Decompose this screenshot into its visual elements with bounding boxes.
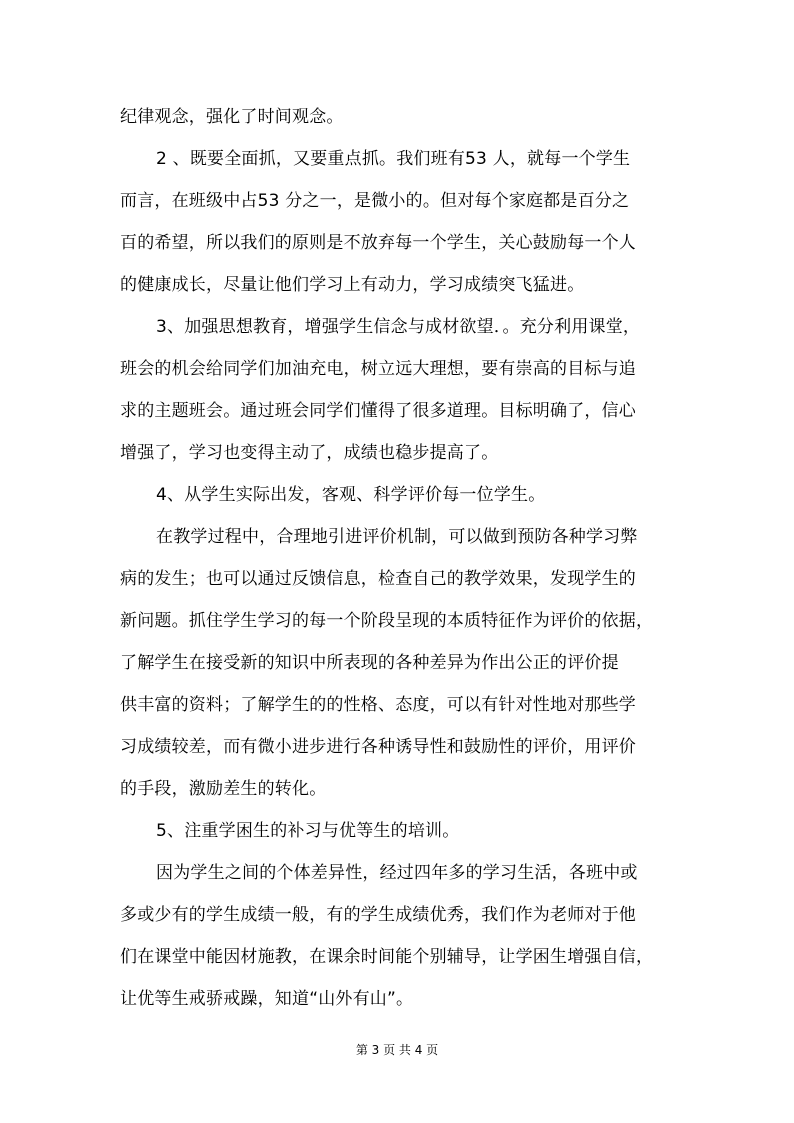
text-line: 新问题。抓住学生学习的每一个阶段呈现的本质特征作为评价的依据， xyxy=(120,611,654,631)
text-line: 2 、既要全面抓，又要重点抓。我们班有53 人，就每一个学生 xyxy=(156,149,631,169)
text-line: 4、从学生实际出发，客观、科学评价每一位学生。 xyxy=(156,485,546,505)
text-line: 班会的机会给同学们加油充电，树立远大理想，要有崇高的目标与追 xyxy=(120,359,636,379)
text-line: 多或少有的学生成绩一般，有的学生成绩优秀，我们作为老师对于他 xyxy=(120,905,636,925)
text-line: 供丰富的资料；了解学生的的性格、态度，可以有针对性地对那些学 xyxy=(120,695,636,715)
text-line: 5、注重学困生的补习与优等生的培训。 xyxy=(156,821,460,841)
text-line: 病的发生；也可以通过反馈信息，检查自己的教学效果，发现学生的 xyxy=(120,569,636,589)
text-line: 的健康成长，尽量让他们学习上有动力，学习成绩突飞猛进。 xyxy=(120,275,585,295)
text-line: 而言，在班级中占53 分之一，是微小的。但对每个家庭都是百分之 xyxy=(120,191,630,211)
page-footer xyxy=(0,1040,794,1060)
text-line: 因为学生之间的个体差异性，经过四年多的学习生活，各班中或 xyxy=(156,863,638,883)
text-line: 纪律观念，强化了时间观念。 xyxy=(120,107,344,127)
text-line: 们在课堂中能因材施教，在课余时间能个别辅导，让学困生增强自信， xyxy=(120,947,654,967)
text-line: 了解学生在接受新的知识中所表现的各种差异为作出公正的评价提 xyxy=(120,653,619,673)
document-body xyxy=(120,96,680,1020)
text-line: 在教学过程中，合理地引进评价机制，可以做到预防各种学习弊 xyxy=(156,527,638,547)
page-number-label: 第 3 页 共 4 页 xyxy=(355,1043,439,1057)
text-line: 增强了，学习也变得主动了，成绩也稳步提高了。 xyxy=(120,443,499,463)
text-line: 3、加强思想教育，增强学生信念与成材欲望．。充分利用课堂， xyxy=(156,317,641,337)
text-line: 求的主题班会。通过班会同学们懂得了很多道理。目标明确了，信心 xyxy=(120,401,636,421)
text-line: 让优等生戒骄戒躁，知道“山外有山”。 xyxy=(120,989,414,1009)
text-line: 百的希望，所以我们的原则是不放弃每一个学生，关心鼓励每一个人 xyxy=(120,233,636,253)
text-line: 习成绩较差，而有微小进步进行各种诱导性和鼓励性的评价，用评价 xyxy=(120,737,636,757)
text-line: 的手段，激励差生的转化。 xyxy=(120,779,327,799)
